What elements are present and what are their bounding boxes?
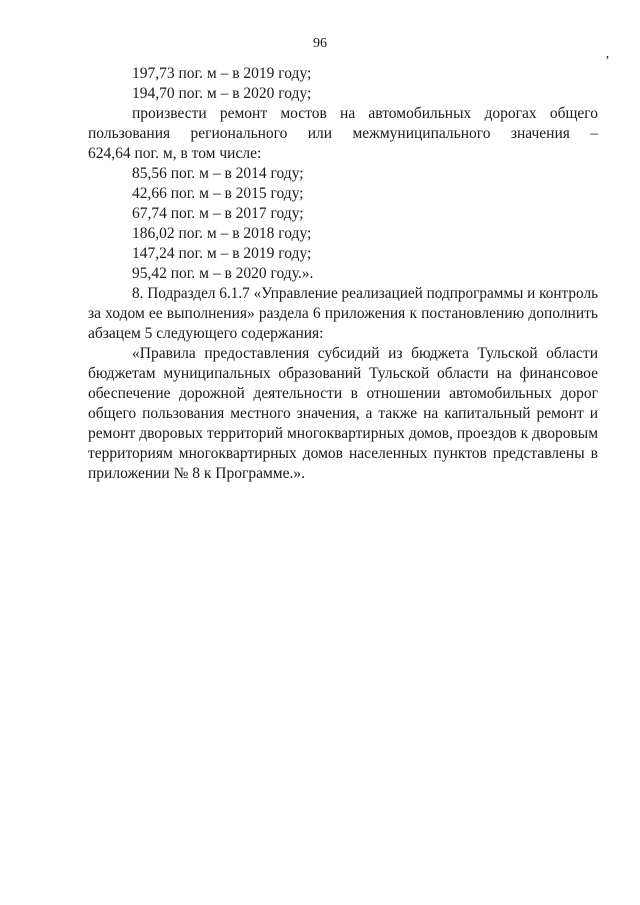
scan-mark: ʼ bbox=[605, 54, 610, 69]
text-line: 67,74 пог. м – в 2017 году; bbox=[132, 205, 304, 222]
text-line: ремонт дворовых территорий многоквартирных домов, проездов к дворовым bbox=[88, 425, 598, 442]
text-line: общего пользования местного значения, а также на капитальный ремонт и bbox=[88, 405, 598, 422]
text-line: 197,73 пог. м – в 2019 году; bbox=[132, 65, 312, 82]
text-line: обеспечение дорожной деятельности в отношении автомобильных дорог bbox=[88, 385, 598, 402]
text-line: 42,66 пог. м – в 2015 году; bbox=[132, 185, 304, 202]
text-line: 624,64 пог. м, в том числе: bbox=[88, 145, 262, 162]
text-line: абзацем 5 следующего содержания: bbox=[88, 325, 324, 342]
text-line: 8. Подраздел 6.1.7 «Управление реализацией подпрограммы и контроль bbox=[132, 285, 599, 302]
text-line: произвести ремонт мостов на автомобильных дорогах общего bbox=[132, 105, 598, 122]
text-line: пользования регионального или межмуниципального значения – bbox=[88, 125, 598, 142]
text-line: 186,02 пог. м – в 2018 году; bbox=[132, 225, 312, 242]
text-line: «Правила предоставления субсидий из бюджета Тульской области bbox=[132, 345, 598, 362]
text-line: приложении № 8 к Программе.». bbox=[88, 465, 305, 482]
text-line: за ходом ее выполнения» раздела 6 приложения к постановлению дополнить bbox=[88, 305, 598, 322]
text-line: бюджетам муниципальных образований Тульской области на финансовое bbox=[88, 365, 598, 382]
text-line: 194,70 пог. м – в 2020 году; bbox=[132, 85, 312, 102]
page-number: 96 bbox=[313, 36, 327, 51]
text-line: 147,24 пог. м – в 2019 году; bbox=[132, 245, 312, 262]
text-line: 95,42 пог. м – в 2020 году.». bbox=[132, 265, 314, 282]
text-line: территориям многоквартирных домов населенных пунктов представлены в bbox=[88, 445, 598, 462]
document-body bbox=[88, 64, 598, 484]
text-line: 85,56 пог. м – в 2014 году; bbox=[132, 165, 304, 182]
